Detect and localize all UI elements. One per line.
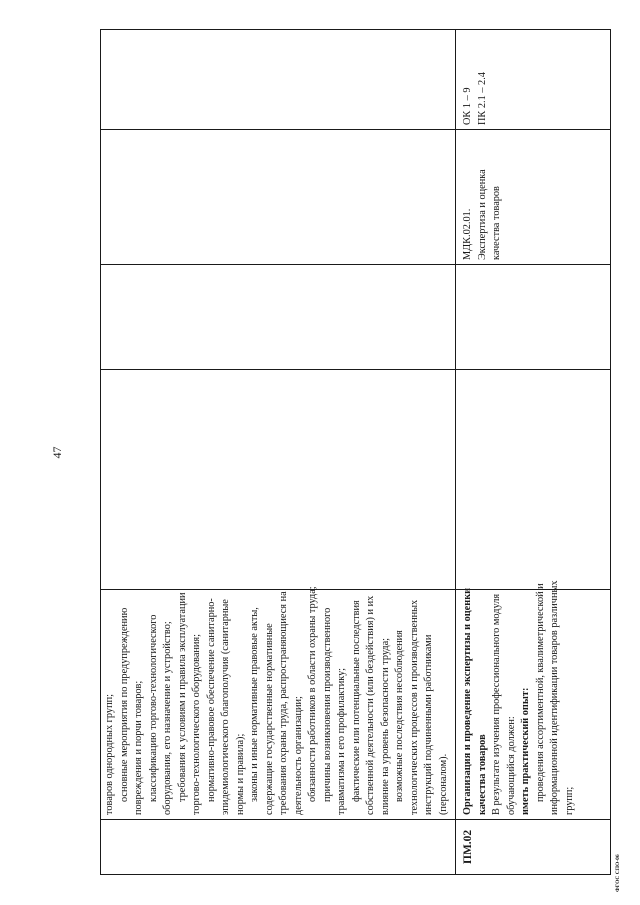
content-line: содержащие государственные нормативные [263, 623, 275, 815]
content-line: групп; [563, 786, 575, 815]
module-title-line: Организация и проведение экспертизы и оценки [462, 587, 473, 815]
table-row [456, 30, 611, 875]
content-line: законы и иные нормативные правовые акты, [249, 607, 260, 802]
content-line: технологических процессов и производственных [408, 599, 420, 815]
content-line: возможные последствия несоблюдения [394, 630, 405, 802]
module-code: ПМ.02 [462, 829, 474, 864]
competency-line: ОК 1 – 9 [462, 87, 473, 125]
content-line: травматизма и его профилактику; [336, 668, 347, 815]
course-line: МДК.02.01. [462, 208, 473, 260]
content-cell [101, 586, 456, 820]
curriculum-table [100, 29, 611, 875]
empty-cell [101, 30, 456, 130]
content-line: оборудования, его назначение и устройство; [162, 621, 173, 815]
content-line: обучающийся должен: [505, 716, 517, 815]
content-line: торгово-технологического оборудования; [191, 633, 202, 815]
page-number: 47 [50, 446, 64, 459]
content-line: собственной деятельности (или бездействия) и их [365, 595, 376, 815]
empty-cell [456, 370, 611, 590]
empty-cell [101, 370, 456, 590]
competency-line: ПК 2.1 – 2.4 [476, 72, 488, 125]
footer-code: ФГОС СПО-06 [615, 854, 621, 892]
empty-cell [101, 820, 456, 875]
content-line: (персоналом). [437, 753, 449, 815]
content-line: товаров однородных групп; [104, 694, 115, 815]
content-line: классификацию торгово-технологического [147, 614, 159, 802]
module-title-line: качества товаров [476, 734, 488, 815]
course-cell [456, 130, 611, 265]
content-line: повреждения и порчи товаров; [133, 680, 144, 815]
table-row [101, 30, 456, 875]
content-line: влияние на уровень безопасности труда; [379, 637, 391, 815]
content-line: В результате изучения профессионального модуля [491, 593, 502, 815]
content-line: фактические или потенциальные последствия [350, 600, 362, 802]
content-line: инструкций подчиненными работниками [423, 634, 434, 815]
content-subheading: иметь практический опыт: [520, 687, 531, 815]
content-line: нормы и правила); [234, 733, 246, 815]
course-line: Экспертиза и оценка [476, 169, 488, 260]
content-line: проведения ассортиментной, квалиметрической и [534, 583, 546, 802]
content-line: эпидемиологического благополучия (санитарные [220, 599, 231, 815]
competencies-cell [456, 30, 611, 130]
content-line: обязанности работников в области охраны труда; [307, 586, 318, 802]
content-line: требования к условиям и правила эксплуатации [176, 592, 188, 802]
empty-cell [101, 130, 456, 265]
content-line: нормативно-правовое обеспечение санитарно- [205, 598, 217, 802]
empty-cell [101, 265, 456, 370]
empty-cell [456, 265, 611, 370]
content-line: информационной идентификации товаров различных [549, 580, 560, 815]
content-line: основные мероприятия по предупреждению [118, 607, 130, 802]
content-cell [456, 580, 611, 820]
content-line: требования охраны труда, распространяющиеся на [278, 591, 289, 815]
code-cell [456, 820, 611, 875]
content-line: деятельность организации; [292, 696, 304, 815]
course-line: качества товаров [491, 186, 502, 260]
content-line: причины возникновения производственного [321, 607, 333, 802]
